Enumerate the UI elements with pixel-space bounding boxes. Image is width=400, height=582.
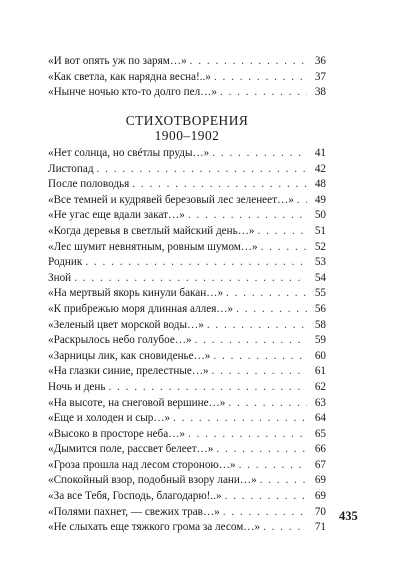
- entry-page: 42: [314, 162, 326, 175]
- toc-entry: [48, 442, 326, 458]
- dot-leader: [226, 286, 307, 302]
- dot-leader: [258, 224, 308, 240]
- entry-title: «На глазки синие, прелестные…»: [48, 365, 209, 378]
- entry-page: 56: [314, 302, 326, 315]
- toc-entry: [48, 396, 326, 412]
- toc-entry: [48, 177, 326, 193]
- entry-page: 58: [314, 318, 326, 331]
- entry-title: «Как светла, как нарядна весна!..»: [48, 70, 211, 83]
- entry-title: «К прибрежью моря длинная аллея…»: [48, 302, 234, 315]
- dot-leader: [207, 318, 307, 334]
- dot-leader: [297, 193, 307, 209]
- dot-leader: [188, 208, 307, 224]
- dot-leader: [263, 520, 307, 536]
- dot-leader: [190, 54, 307, 70]
- entry-title: «На мертвый якорь кинули бакан…»: [48, 287, 224, 300]
- entry-title: «Полями пахнет, — свежих трав…»: [48, 505, 220, 518]
- dot-leader: [220, 85, 307, 101]
- entry-title: «Высоко в просторе неба…»: [48, 427, 185, 440]
- toc-list-main: [48, 146, 326, 536]
- entry-page: 54: [314, 271, 326, 284]
- entry-title: «Гроза прошла над лесом стороною…»: [48, 458, 236, 471]
- entry-page: 59: [314, 334, 326, 347]
- entry-title: «Не угас еще вдали закат…»: [48, 209, 185, 222]
- entry-page: 67: [314, 458, 326, 471]
- entry-page: 52: [314, 240, 326, 253]
- entry-page: 65: [314, 427, 326, 440]
- entry-page: 50: [314, 209, 326, 222]
- entry-title: «Спокойный взор, подобный взору лани…»: [48, 474, 257, 487]
- entry-title: «Нет солнца, но свéтлы пруды…»: [48, 147, 210, 159]
- section-years: 1900–1902: [154, 128, 220, 143]
- toc-entry: [48, 146, 326, 162]
- entry-page: 60: [314, 349, 326, 362]
- entry-title: «На высоте, на снеговой вершине…»: [48, 396, 226, 409]
- entry-page: 37: [314, 70, 326, 83]
- entry-title: «Зарницы лик, как сновиденье…»: [48, 349, 211, 362]
- dot-leader: [212, 146, 307, 162]
- toc-entry: [48, 318, 326, 334]
- dot-leader: [216, 442, 307, 458]
- entry-title: Зной: [48, 271, 72, 284]
- toc-entry: [48, 54, 326, 70]
- dot-leader: [260, 473, 307, 489]
- entry-page: 38: [314, 86, 326, 99]
- dot-leader: [74, 271, 307, 287]
- dot-leader: [108, 380, 307, 396]
- toc-entry: [48, 240, 326, 256]
- entry-title: После половодья: [48, 178, 130, 191]
- entry-page: 55: [314, 287, 326, 300]
- entry-page: 36: [314, 55, 326, 67]
- dot-leader: [213, 349, 307, 365]
- toc-entry: [48, 255, 326, 271]
- toc-entry: [48, 271, 326, 287]
- dot-leader: [225, 489, 307, 505]
- entry-title: «За все Тебя, Господь, благодарю!..»: [48, 490, 222, 503]
- section-title: СТИХОТВОРЕНИЯ: [125, 113, 249, 128]
- toc-entry: [48, 349, 326, 365]
- entry-title: «Лес шумит невнятным, ровным шумом…»: [48, 240, 258, 253]
- toc-entry: [48, 224, 326, 240]
- dot-leader: [132, 177, 307, 193]
- dot-leader: [214, 70, 307, 86]
- dot-leader: [223, 505, 307, 521]
- dot-leader: [239, 458, 307, 474]
- entry-title: «Еще и холоден и сыр…»: [48, 412, 171, 425]
- dot-leader: [173, 411, 307, 427]
- dot-leader: [236, 302, 307, 318]
- toc-entry: [48, 162, 326, 178]
- entry-title: Ночь и день: [48, 380, 106, 393]
- toc-entry: [48, 70, 326, 86]
- entry-page: 41: [314, 147, 326, 159]
- entry-title: «Зеленый цвет морской воды…»: [48, 318, 204, 331]
- dot-leader: [188, 427, 307, 443]
- toc-entry: [48, 411, 326, 427]
- dot-leader: [228, 396, 307, 412]
- page-number: 435: [339, 509, 358, 523]
- entry-title: «Не слыхать еще тяжкого грома за лесом…»: [48, 521, 261, 534]
- toc-entry: [48, 458, 326, 474]
- entry-title: «Все темней и кудрявей березовый лес зеленеет…»: [48, 193, 294, 206]
- toc-entry: [48, 333, 326, 349]
- toc-entry: [48, 520, 326, 536]
- toc-entry: [48, 489, 326, 505]
- entry-title: Родник: [48, 256, 83, 269]
- entry-page: 49: [314, 193, 326, 206]
- entry-page: 66: [314, 443, 326, 456]
- dot-leader: [85, 255, 307, 271]
- toc-entry: [48, 427, 326, 443]
- entry-page: 69: [314, 490, 326, 503]
- toc-entry: [48, 380, 326, 396]
- entry-page: 61: [314, 365, 326, 378]
- entry-page: 70: [314, 505, 326, 518]
- entry-title: «Раскрылось небо голубое…»: [48, 334, 192, 347]
- entry-page: 64: [314, 412, 326, 425]
- dot-leader: [261, 240, 307, 256]
- entry-page: 69: [314, 474, 326, 487]
- toc-entry: [48, 193, 326, 209]
- entry-page: 71: [314, 521, 326, 534]
- toc-list-top: [48, 54, 326, 101]
- toc-entry: [48, 302, 326, 318]
- entry-title: «Дымится поле, рассвет белеет…»: [48, 443, 214, 456]
- dot-leader: [195, 333, 307, 349]
- entry-page: 63: [314, 396, 326, 409]
- entry-page: 53: [314, 256, 326, 269]
- entry-title: «Нынче ночью кто-то долго пел…»: [48, 86, 217, 99]
- entry-title: «Когда деревья в светлый майский день…»: [48, 224, 255, 237]
- toc-entry: [48, 85, 326, 101]
- toc-entry: [48, 473, 326, 489]
- dot-leader: [97, 162, 307, 178]
- entry-title: Листопад: [48, 162, 94, 175]
- entry-page: 48: [314, 178, 326, 191]
- toc-entry: [48, 208, 326, 224]
- section-heading: [48, 113, 326, 143]
- entry-page: 51: [314, 224, 326, 237]
- toc-entry: [48, 286, 326, 302]
- toc-entry: [48, 505, 326, 521]
- entry-page: 62: [314, 380, 326, 393]
- toc-entry: [48, 364, 326, 380]
- entry-title: «И вот опять уж по зарям…»: [48, 55, 187, 67]
- dot-leader: [212, 364, 307, 380]
